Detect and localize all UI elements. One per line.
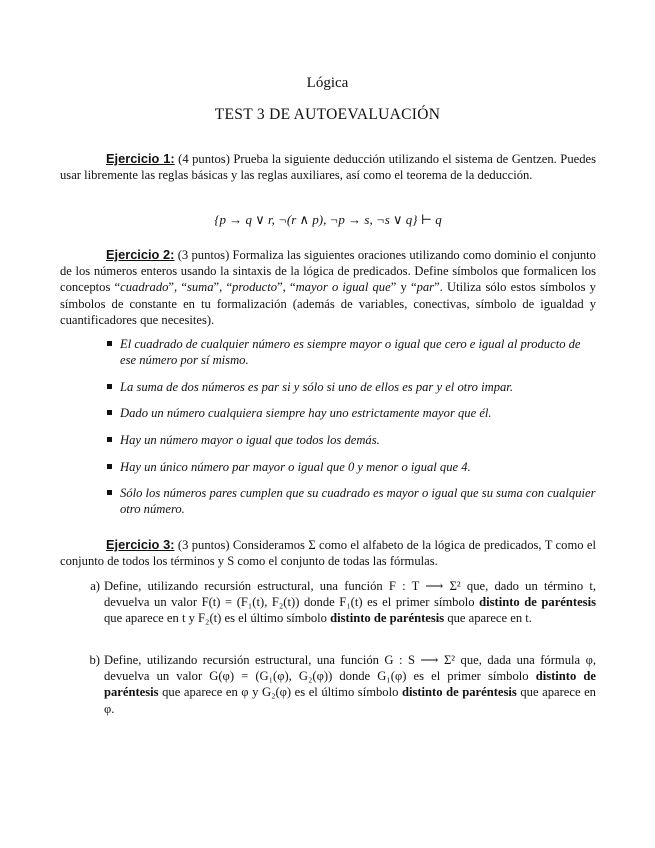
bullet-icon bbox=[107, 341, 112, 346]
bullet-icon bbox=[107, 437, 112, 442]
bullet-icon bbox=[107, 384, 112, 389]
list-item bbox=[60, 652, 596, 717]
part-b-text-3: que aparece en φ. bbox=[104, 685, 596, 716]
bullet-icon bbox=[107, 464, 112, 469]
part-a-text-2: que aparece en t y F₂(t) es el último símbolo bbox=[104, 611, 331, 626]
part-a-text-1: Define, utilizando recursión estructural, una función F : T ⟶ Σ² que, dado un término t, devuelva un valor F(t) = (F₁(t), F₂(t)) donde F₁(t) es el primer símbolo bbox=[104, 579, 596, 610]
sentence-text: El cuadrado de cualquier número es siempre mayor o igual que cero e igual al producto de ese número por sí mismo. bbox=[120, 337, 581, 368]
bullet-icon bbox=[107, 410, 112, 415]
sep-1: ”, “ bbox=[168, 280, 187, 295]
part-a-bold-1: distinto de paréntesis bbox=[479, 595, 596, 610]
bullet-icon bbox=[107, 490, 112, 495]
exercise-3-label: Ejercicio 3: bbox=[106, 537, 175, 552]
exercise-1-text: (4 puntos) Prueba la siguiente deducción utilizando el sistema de Gentzen. Puedes usar libremente las reglas básicas y las reglas auxiliares, así como el teorema de la deducción. bbox=[60, 152, 596, 183]
part-b-text-1: Define, utilizando recursión estructural, una función G : S ⟶ Σ² que, dada una fórmula φ, devuelva un valor G(φ) = (G₁(φ), G₂(φ)) donde G₁(φ) es el primer símbolo bbox=[104, 653, 596, 684]
list-item bbox=[60, 459, 596, 475]
exercise-2 bbox=[60, 247, 596, 328]
sentence-text: Hay un único número par mayor o igual que 0 y menor o igual que 4. bbox=[120, 459, 471, 474]
part-a-text-3: que aparece en t. bbox=[444, 611, 532, 626]
sentence-text: Sólo los números pares cumplen que su cuadrado es mayor o igual que su suma con cualquier otro número. bbox=[120, 486, 596, 517]
exercise-3 bbox=[60, 537, 596, 569]
subject-title: Lógica bbox=[306, 75, 349, 91]
sep-2: ”, “ bbox=[213, 280, 233, 295]
exercise-2-sentence-list bbox=[60, 336, 596, 528]
concept-suma: suma bbox=[186, 280, 214, 295]
list-item bbox=[60, 578, 596, 627]
concept-mayor-igual: mayor o igual que bbox=[295, 280, 391, 295]
list-item bbox=[60, 432, 596, 448]
exercise-1-formula: {p → q ∨ r, ¬(r ∧ p), ¬p → s, ¬s ∨ q} ⊢ q bbox=[214, 212, 442, 227]
part-a-bold-2: distinto de paréntesis bbox=[330, 611, 445, 626]
sentence-text: Dado un número cualquiera siempre hay uno estrictamente mayor que él. bbox=[120, 406, 492, 421]
list-item bbox=[60, 405, 596, 421]
exercise-2-label: Ejercicio 2: bbox=[106, 247, 175, 262]
sep-4: ” y “ bbox=[390, 280, 417, 295]
test-title: TEST 3 DE AUTOEVALUACIÓN bbox=[214, 106, 441, 123]
concept-par: par bbox=[416, 280, 435, 295]
part-b-bold-2: distinto de paréntesis bbox=[401, 685, 517, 700]
exercise-1-label: Ejercicio 1: bbox=[106, 151, 175, 166]
part-a-label: a) bbox=[90, 579, 100, 593]
sentence-text: La suma de dos números es par si y sólo si uno de ellos es par y el otro impar. bbox=[120, 379, 513, 394]
exercise-3-part-a bbox=[60, 578, 596, 627]
part-b-text-2: que aparece en φ y G₂(φ) es el último símbolo bbox=[158, 685, 402, 700]
list-item bbox=[60, 379, 596, 395]
concept-cuadrado: cuadrado bbox=[120, 280, 169, 295]
exercise-2-text-2: ”. Utiliza sólo estos símbolos y símbolos de constante en tu formalización (además de variables, conectivas, símbolo de igualdad y cuantificadores que necesites). bbox=[60, 280, 596, 327]
exercise-1 bbox=[60, 151, 596, 183]
part-b-label: b) bbox=[89, 653, 100, 667]
exercise-3-part-b bbox=[60, 652, 596, 717]
list-item bbox=[60, 336, 596, 368]
concept-producto: producto bbox=[232, 280, 278, 295]
sentence-text: Hay un número mayor o igual que todos los demás. bbox=[120, 432, 380, 447]
part-b-bold-1: distinto de paréntesis bbox=[104, 669, 596, 700]
exercise-2-text-1: (3 puntos) Formaliza las siguientes oraciones utilizando como dominio el conjunto de los números enteros usando la sintaxis de la lógica de predicados. Define símbolos que formalicen los conceptos “ bbox=[60, 248, 596, 295]
sep-3: ”, “ bbox=[277, 280, 296, 295]
exercise-3-intro: (3 puntos) Consideramos Σ como el alfabeto de la lógica de predicados, T como el conjunto de todos los términos y S como el conjunto de todas las fórmulas. bbox=[60, 538, 596, 569]
list-item bbox=[60, 485, 596, 517]
